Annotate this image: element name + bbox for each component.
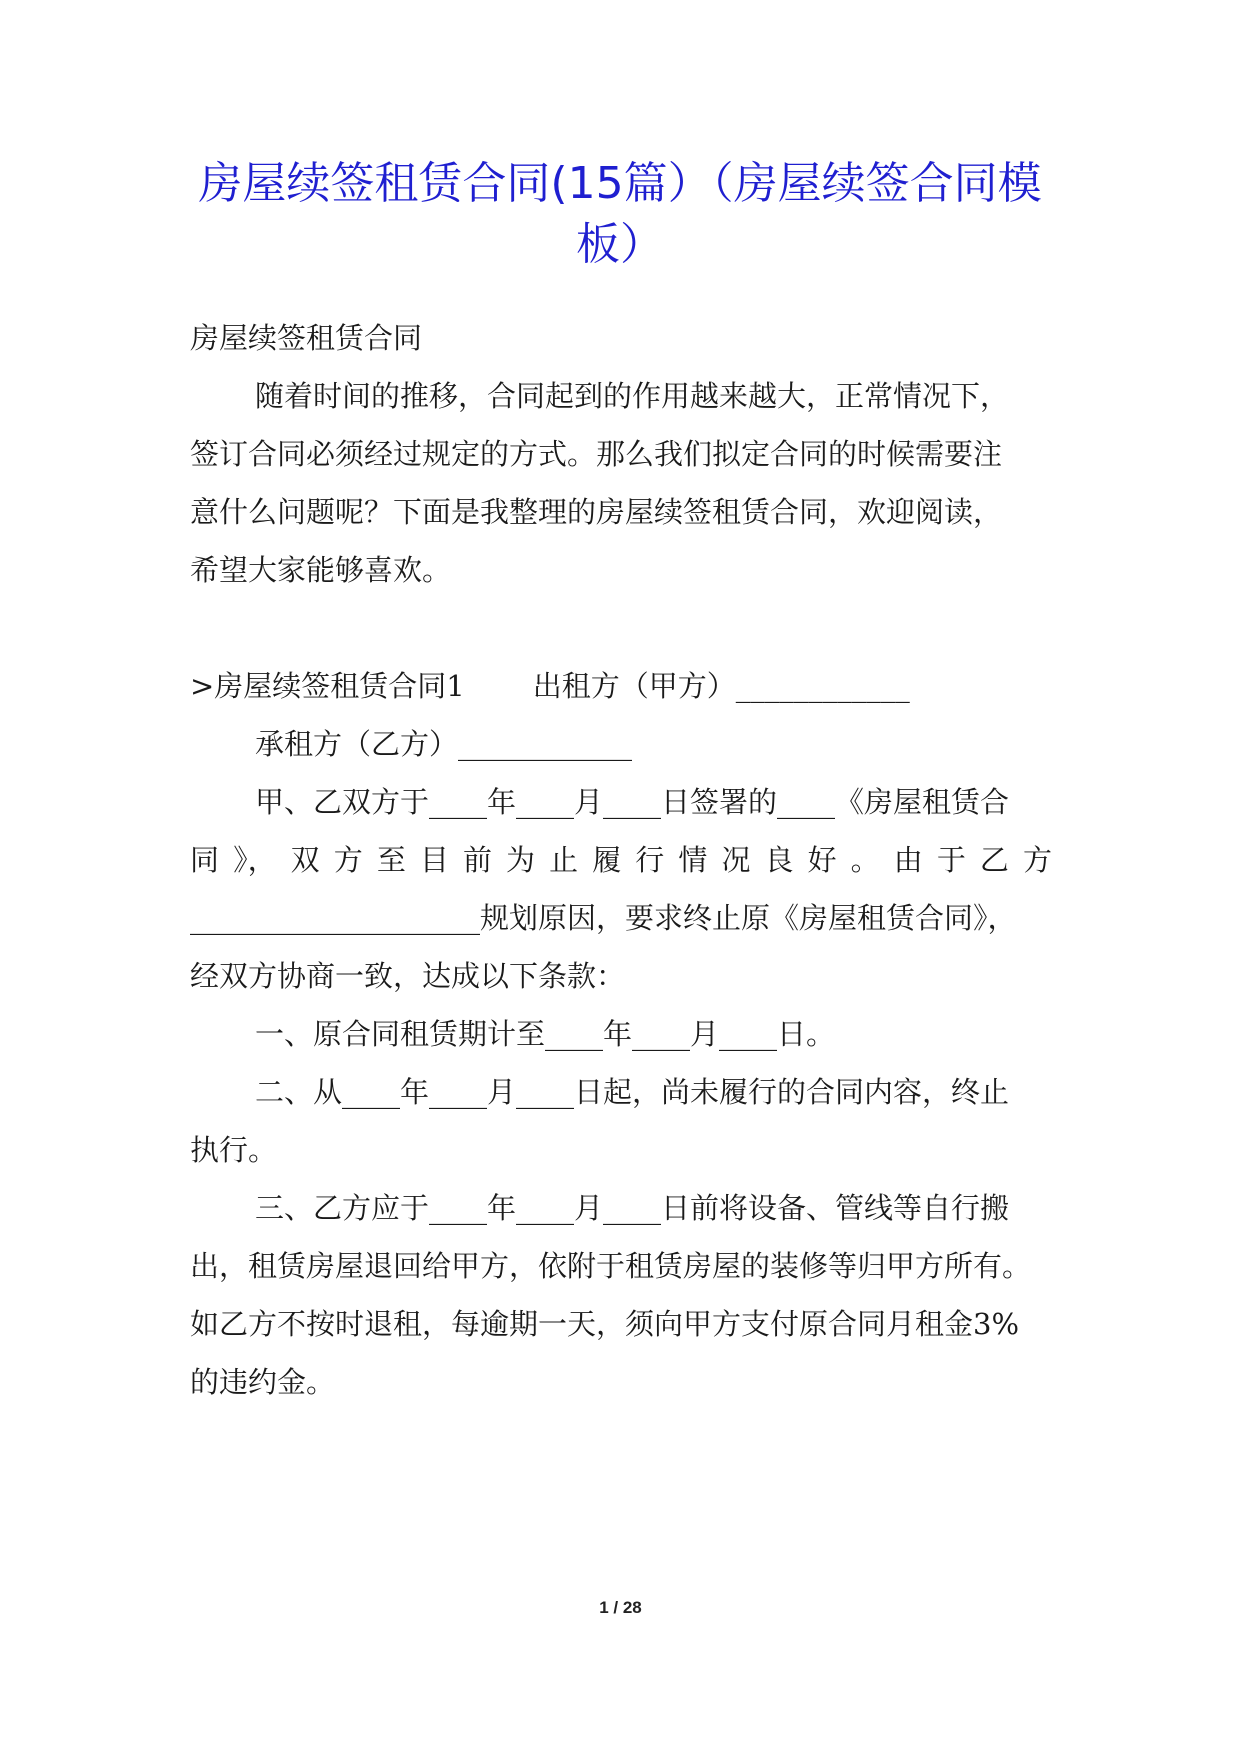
spaced-char: 由 [893, 843, 923, 877]
spaced-char: 于 [936, 843, 966, 877]
spaced-char: 履 [592, 843, 622, 877]
contract-heading: >房屋续签租赁合同1 [190, 669, 465, 703]
lessor-field: 出租方（甲方）____________ [532, 669, 910, 703]
spaced-char: 至 [376, 843, 406, 877]
spaced-char: 行 [635, 843, 665, 877]
clause-3-continued: 的违约金。 [190, 1365, 336, 1399]
clause-3-continued: 如乙方不按时退租，每逾期一天，须向甲方支付原合同月租金3% [190, 1307, 1020, 1341]
document-title-line-2: 板） [576, 219, 664, 270]
clause-2: 二、从____年____月____日起，尚未履行的合同内容，终止 [255, 1075, 1010, 1109]
paragraph-line: ____________________规划原因，要求终止原《房屋租赁合同》， [190, 901, 1017, 935]
clause-3-continued: 出，租赁房屋退回给甲方，依附于租赁房屋的装修等归甲方所有。 [190, 1249, 1032, 1283]
paragraph-line: 甲、乙双方于____年____月____日签署的____《房屋租赁合 [255, 785, 1010, 819]
spaced-char: 好 [807, 843, 837, 877]
spaced-char: 情 [678, 843, 708, 877]
contract-heading-row [190, 666, 910, 706]
spaced-char: 止 [549, 843, 579, 877]
spaced-char: 双 [290, 843, 320, 877]
paragraph-line: 签订合同必须经过规定的方式。那么我们拟定合同的时候需要注 [190, 437, 1003, 471]
paragraph-line: 经双方协商一致，达成以下条款： [190, 959, 626, 993]
spaced-char: 乙 [979, 843, 1009, 877]
clause-2-continued: 执行。 [190, 1133, 278, 1167]
document-title-line-1: 房屋续签租赁合同(15篇）（房屋续签合同模 [198, 158, 1042, 209]
paragraph-line-spaced [190, 840, 1052, 880]
clause-3: 三、乙方应于____年____月____日前将设备、管线等自行搬 [255, 1191, 1010, 1225]
spaced-char: 方 [333, 843, 363, 877]
spaced-char: 良 [764, 843, 794, 877]
lessee-field: 承租方（乙方）____________ [255, 727, 633, 761]
spaced-char: 。 [850, 843, 880, 877]
spaced-char: 方 [1022, 843, 1052, 877]
spaced-char: 前 [462, 843, 492, 877]
section-heading: 房屋续签租赁合同 [190, 321, 423, 355]
clause-1: 一、原合同租赁期计至____年____月____日。 [255, 1017, 836, 1051]
spaced-char: 况 [721, 843, 751, 877]
page-indicator: 1 / 28 [599, 1598, 642, 1617]
spaced-char: 》， [233, 843, 277, 877]
paragraph-line: 意什么问题呢？下面是我整理的房屋续签租赁合同，欢迎阅读， [190, 495, 1003, 529]
spaced-char: 为 [506, 843, 536, 877]
spaced-char: 目 [419, 843, 449, 877]
paragraph-line: 随着时间的推移，合同起到的作用越来越大，正常情况下， [255, 379, 1010, 413]
spaced-char: 同 [190, 843, 220, 877]
paragraph-line: 希望大家能够喜欢。 [190, 553, 452, 587]
